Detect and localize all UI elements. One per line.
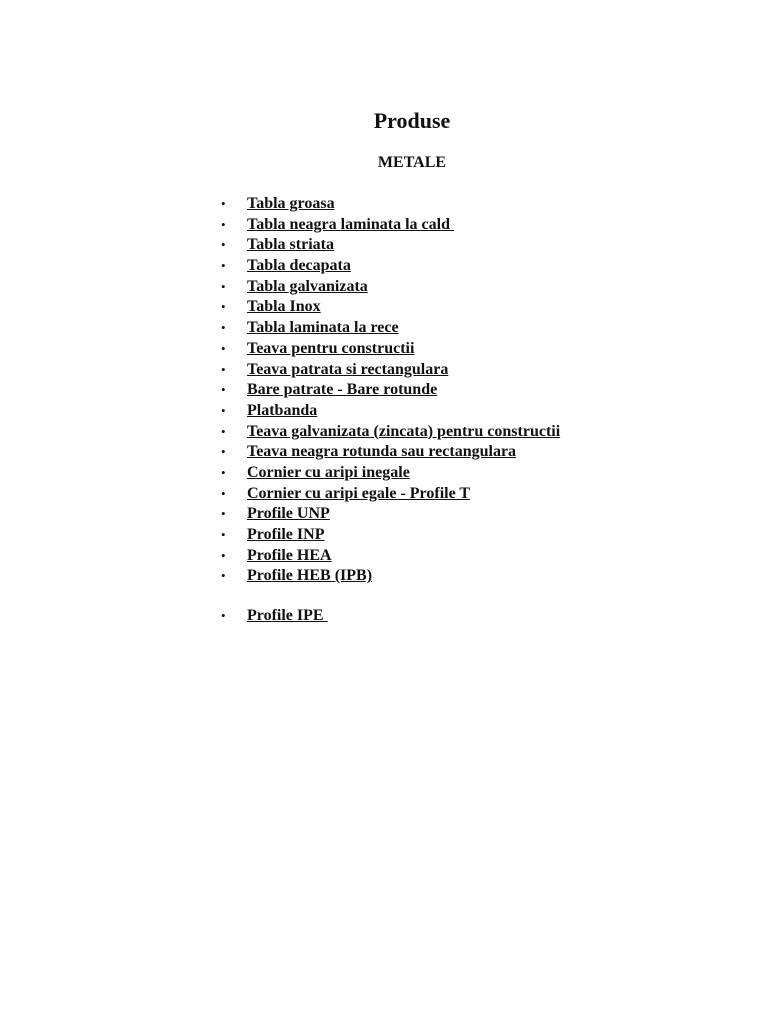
product-link[interactable]: Profile IPE [247, 607, 328, 624]
bullet-icon: • [221, 568, 226, 584]
product-link[interactable]: Teava pentru constructii [247, 339, 415, 357]
bullet-icon: • [221, 464, 226, 480]
bullet-icon: • [221, 506, 226, 522]
bullet-icon: • [221, 258, 226, 274]
bullet-icon: • [221, 196, 226, 211]
bullet-icon: • [221, 608, 226, 623]
product-link[interactable]: Teava patrata si rectangulara [247, 360, 449, 378]
bullet-icon: • [221, 423, 226, 439]
product-link[interactable]: Teava neagra rotunda sau rectangulara [247, 443, 517, 461]
product-link[interactable]: Tabla galvanizata [247, 277, 368, 295]
product-link[interactable]: Cornier cu aripi inegale [247, 463, 410, 481]
product-link[interactable]: Tabla Inox [247, 298, 321, 316]
section-title: METALE [377, 154, 447, 171]
product-link[interactable]: Tabla laminata la rece [247, 319, 399, 337]
product-link[interactable]: Cornier cu aripi egale - Profile T [247, 484, 471, 502]
bullet-icon: • [221, 402, 226, 418]
product-link[interactable]: Profile UNP [247, 505, 330, 523]
product-link[interactable]: Tabla striata [247, 236, 334, 254]
page-title: Produse [373, 108, 451, 133]
bullet-icon: • [221, 444, 226, 460]
bullet-icon: • [221, 320, 226, 336]
bullet-icon: • [221, 527, 226, 542]
bullet-icon: • [221, 382, 226, 398]
bullet-icon: • [221, 340, 226, 356]
bullet-icon: • [221, 485, 226, 501]
bullet-icon: • [221, 278, 226, 294]
product-link[interactable]: Tabla groasa [247, 195, 335, 212]
product-link[interactable]: Teava galvanizata (zincata) pentru constructii [247, 422, 561, 440]
product-link[interactable]: Tabla neagra laminata la cald [247, 215, 454, 233]
bullet-icon: • [221, 237, 226, 253]
product-link[interactable]: Profile HEB (IPB) [247, 567, 373, 585]
bullet-icon: • [221, 547, 226, 563]
bullet-icon: • [221, 361, 226, 377]
bullet-icon: • [221, 216, 226, 232]
product-link[interactable]: Profile HEA [247, 546, 332, 564]
product-link[interactable]: Bare patrate - Bare rotunde [247, 381, 438, 399]
product-link[interactable]: Profile INP [247, 526, 325, 543]
bullet-icon: • [221, 299, 226, 315]
product-link[interactable]: Platbanda [247, 401, 318, 419]
product-link[interactable]: Tabla decapata [247, 257, 351, 275]
